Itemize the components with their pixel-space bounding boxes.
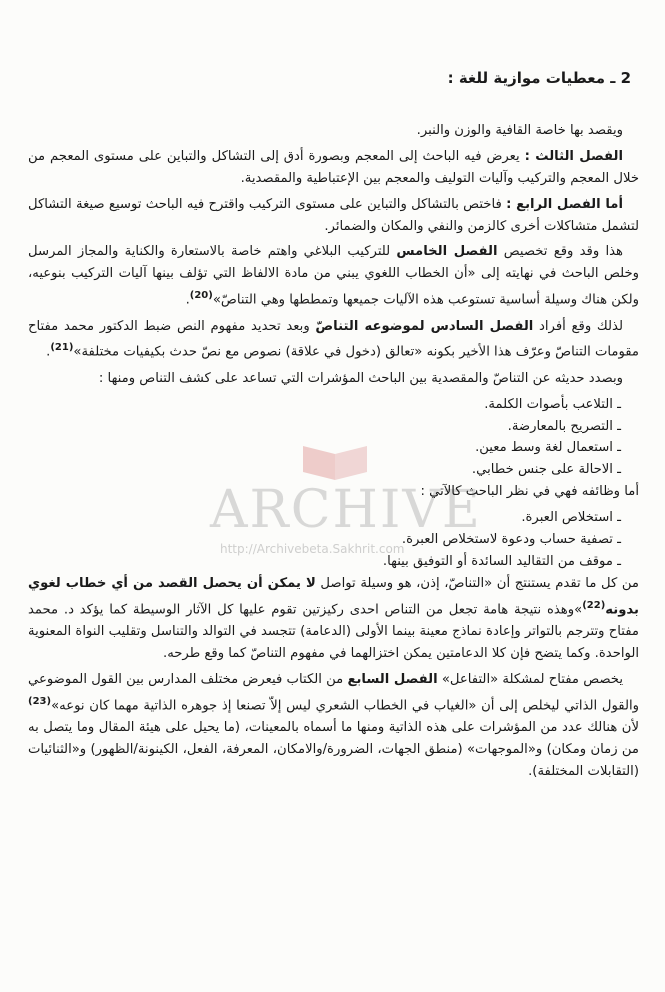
paragraph-5-lead: لذلك وقع أفراد [533,318,623,334]
indicators-list [28,394,639,482]
paragraph-8 [28,573,639,665]
footnote-ref-21: (21) [50,342,74,354]
chapter-seven-label: الفصل السابع [347,671,438,687]
list-item: ـ استعمال لغة وسط معين. [475,440,621,456]
paragraph-9-lead: يخصص مفتاح لمشكلة «التفاعل» [437,671,623,687]
paragraph-5-end: . [46,344,51,360]
paragraph-1: ويقصد بها خاصة القافية والوزن والنبر. [416,122,623,138]
paragraph-8-lead: من كل ما تقدم يستنتج أن «التناصّ، إذن، هو وسيلة تواصل [315,575,639,591]
paragraph-7: أما وظائفه فهي في نظر الباحث كالآتي : [420,484,639,500]
list-item: ـ تصفية حساب ودعوة لاستخلاص العبرة. [401,532,621,548]
paragraph-3 [28,194,639,238]
paragraph-9 [28,669,639,783]
paragraph-4-text: للتركيب البلاغي واهتم خاصة بالاستعارة والكناية والمجاز المرسل وخلص الباحث في نهايته إلى «أن الخطاب اللغوي يبني من مادة الالفاظ التي تؤلف بينها آليات التركيب بنوعيه، ولكن هناك وسيلة أساسية تستوعب هذه الآليات جميعها وتمططها وهي التناصّ» [28,244,639,308]
chapter-six-label: الفصل السادس لموضوعه التناصّ [315,318,534,334]
paragraph-4-end: . [185,292,190,308]
section-heading: 2 ـ معطيات موازية للغة : [447,69,631,87]
paragraph-9-text: من الكتاب فيعرض مختلف المدارس بين القول الموضوعي والقول الذاتي ليخلص إلى أن «الغياب في الخطاب الشعري ليس إلاّ تصنعا إذ جوهره الذاتية مهما كان نوعه» [28,671,639,714]
paragraph-2-text: يعرض فيه الباحث إلى المعجم وبصورة أدق إلى التشاكل والتباين على مستوى المعجم من خلال المعجم والتركيب وآليات التوليف والمعجم بين الإعتباطية والمقصدية. [28,148,639,186]
paragraph-3-text: فاختص بالتشاكل والتباين على مستوى التركيب واقترح فيه الباحث توسيع صيغة التشاكل لتشمل متشاكلات أخرى كالزمن والنفي والمكان والضمائر. [28,196,639,234]
paragraph-8-text: »وهذه نتيجة هامة تجعل من التناص احدى ركيزتين تقوم عليها كل الآثار الوسيطة كما يؤكد د. محمد مفتاح وتترجم بالتواتر وإعادة نماذج معينة بينما الأولى (الدعامة) تتجسد في التوالد والتناسل وتقليب النواة المعنوية الواحدة. وكما يتضح فإن كلا الدعامتين يمكن اختزالهما في مفهوم التناصّ كما وقع طرحه. [28,602,639,662]
footnote-ref-22: (22) [582,599,606,611]
chapter-four-label: أما الفصل الرابع : [506,196,623,212]
watermark-word: ARCHIVE [210,480,482,540]
list-item: ـ التلاعب بأصوات الكلمة. [484,396,621,412]
paragraph-5 [28,316,639,364]
paragraph-4-lead: هذا وقد وقع تخصيص [497,244,623,260]
list-item: ـ استخلاص العبرة. [521,510,621,526]
paragraph-4 [28,241,639,311]
paragraph-8-emphasis: لا يمكن أن يحصل القصد من أي خطاب لغوي بدونه [28,575,639,618]
paragraph-6: وبصدد حديثه عن التناصّ والمقصدية بين الباحث المؤشرات التي تساعد على كشف التناص ومنها : [98,370,623,386]
functions-list [28,507,639,573]
footnote-ref-23: (23) [28,695,52,707]
watermark-url: http://Archivebeta.Sakhrit.com [220,542,405,556]
chapter-five-label: الفصل الخامس [396,244,498,260]
footnote-ref-20: (20) [189,290,213,302]
list-item: ـ الاحالة على جنس خطابي. [471,462,621,478]
paragraph-5-text: وبعد تحديد مفهوم النص ضبط الدكتور محمد مفتاح مقومات التناصّ وعرّف هذا الأخير بكونه «تعالق (دخول في علاقة) نصوص مع نصّ حدث بكيفيات مختلفة» [28,318,639,360]
article-body [28,68,639,787]
list-item: ـ موقف من التقاليد السائدة أو التوفيق بينها. [382,554,621,569]
paragraph-9-rest: لأن هنالك عدد من المؤشرات على هذه الذاتية ومنها ما أسماه بالمعينات، (ما يحيل على هيئة المقال وما يتصل به من زمان ومكان) و«الموجهات» (منطق الجهات، الضرورة/والامكان، المعرفة، الفعل، الكينونة/الظهور) و«الثنائيات (التقابلات المختلفة). [28,720,639,779]
list-item: ـ التصريح بالمعارضة. [507,418,621,434]
chapter-three-label: الفصل الثالث : [524,148,624,164]
paragraph-2 [28,146,639,190]
